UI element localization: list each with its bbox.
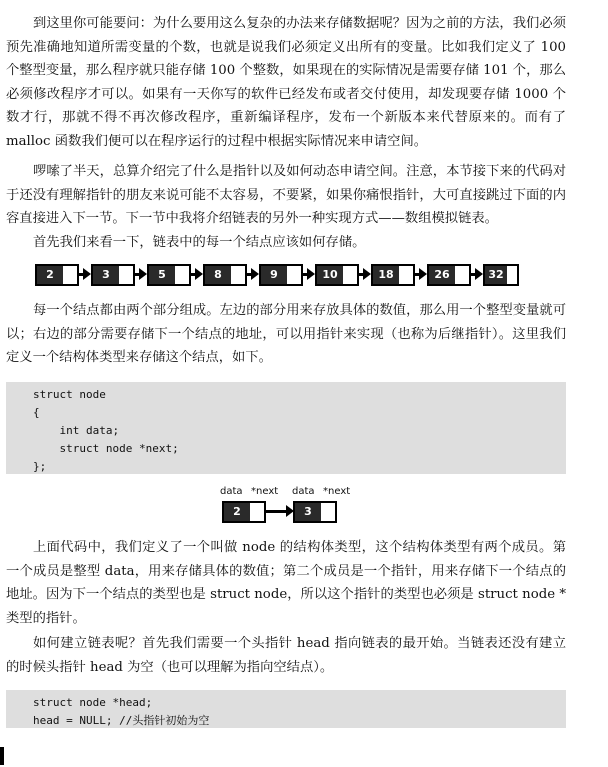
- list-node-value: 9: [261, 266, 287, 284]
- list-node-value: 5: [149, 266, 175, 284]
- code-block-struct: [6, 382, 566, 474]
- list-node-pointer: [231, 266, 245, 284]
- paragraph-6: 如何建立链表呢？首先我们需要一个头指针 head 指向链表的最开始。当链表还没有建立的时候头指针 head 为空（也可以理解为指向空结点）。: [6, 636, 566, 675]
- code-line: head = NULL; //头指针初始为空: [33, 714, 210, 727]
- diagram-node-value: 3: [295, 503, 321, 521]
- list-node-pointer: [507, 266, 517, 284]
- list-node-pointer: [399, 266, 413, 284]
- list-node: [203, 264, 247, 286]
- margin-marker: [0, 747, 4, 765]
- arrow-icon: [357, 273, 367, 276]
- diagram-node-value: 2: [224, 503, 250, 521]
- list-node-value: 8: [205, 266, 231, 284]
- list-node-value: 2: [37, 266, 63, 284]
- code-line: struct node *head;: [33, 696, 153, 709]
- node-structure-diagram: [220, 485, 350, 525]
- code-line: int data;: [33, 424, 120, 437]
- arrow-icon: [413, 273, 423, 276]
- code-line: };: [33, 460, 47, 473]
- list-node-pointer: [343, 266, 357, 284]
- arrow-icon: [301, 273, 311, 276]
- list-node-value: 32: [485, 266, 507, 284]
- list-node: [427, 264, 471, 286]
- list-node-pointer: [63, 266, 77, 284]
- list-node-pointer: [287, 266, 301, 284]
- list-node-value: 10: [317, 266, 343, 284]
- list-node-value: 18: [373, 266, 399, 284]
- arrow-icon: [133, 273, 143, 276]
- code-line: struct node: [33, 388, 106, 401]
- list-node: [483, 264, 519, 286]
- list-node-pointer: [455, 266, 469, 284]
- list-node: [315, 264, 359, 286]
- linked-list-diagram: [35, 264, 533, 288]
- code-line: {: [33, 406, 40, 419]
- paragraph-1: 到这里你可能要问：为什么要用这么复杂的办法来存储数据呢？因为之前的方法，我们必须预先准确地知道所需变量的个数，也就是说我们必须定义出所有的变量。比如我们定义了 100 个整型变量，那么程序就只能存储 100 个整数，如果现在的实际情况是需要存储 101 个，那么必须修改程序才可以。如果有一天你写的软件已经发布或者交付使用，却发现要存储 1000 个数才行，那就不得不再次修改程序，重新编译程序，发布一个新版本来代替原来的。而有了 malloc 函数我们便可以在程序运行的过程中根据实际情况来申请空间。: [6, 16, 566, 149]
- list-node: [371, 264, 415, 286]
- list-node-value: 26: [429, 266, 455, 284]
- paragraph-5: 上面代码中，我们定义了一个叫做 node 的结构体类型，这个结构体类型有两个成员。第一个成员是整型 data，用来存储具体的数值；第二个成员是一个指针，用来存储下一个结点的地址。因为下一个结点的类型也是 struct node，所以这个指针的类型也必须是 struct node * 类型的指针。: [6, 540, 566, 626]
- paragraph-2: 啰嗦了半天，总算介绍完了什么是指针以及如何动态申请空间。注意，本节接下来的代码对于还没有理解指针的朋友来说可能不太容易，不要紧，如果你痛恨指针，大可直接跳过下面的内容直接进入下一节。下一节中我将介绍链表的另外一种实现方式——数组模拟链表。: [6, 164, 566, 226]
- list-node-pointer: [119, 266, 133, 284]
- list-node-pointer: [175, 266, 189, 284]
- diagram-label-data-2: data: [292, 486, 315, 497]
- arrow-icon: [245, 273, 255, 276]
- diagram-label-next-1: *next: [251, 486, 279, 497]
- arrow-icon: [77, 273, 87, 276]
- list-node: [35, 264, 79, 286]
- arrow-icon: [469, 273, 479, 276]
- list-node: [91, 264, 135, 286]
- paragraph-3: 首先我们来看一下，链表中的每一个结点应该如何存储。: [33, 235, 366, 250]
- list-node: [147, 264, 191, 286]
- arrow-icon: [264, 510, 290, 513]
- paragraph-4: 每一个结点都由两个部分组成。左边的部分用来存放具体的数值，那么用一个整型变量就可以；右边的部分需要存储下一个结点的地址，可以用指针来实现（也称为后继指针）。这里我们定义一个结构体类型来存储这个结点，如下。: [6, 303, 566, 365]
- list-node-value: 3: [93, 266, 119, 284]
- diagram-node-2: [293, 501, 337, 523]
- code-line: struct node *next;: [33, 442, 179, 455]
- diagram-label-data-1: data: [220, 486, 243, 497]
- diagram-node-1: [222, 501, 266, 523]
- diagram-label-next-2: *next: [323, 486, 351, 497]
- arrow-icon: [189, 273, 199, 276]
- code-block-head: [6, 690, 566, 728]
- list-node: [259, 264, 303, 286]
